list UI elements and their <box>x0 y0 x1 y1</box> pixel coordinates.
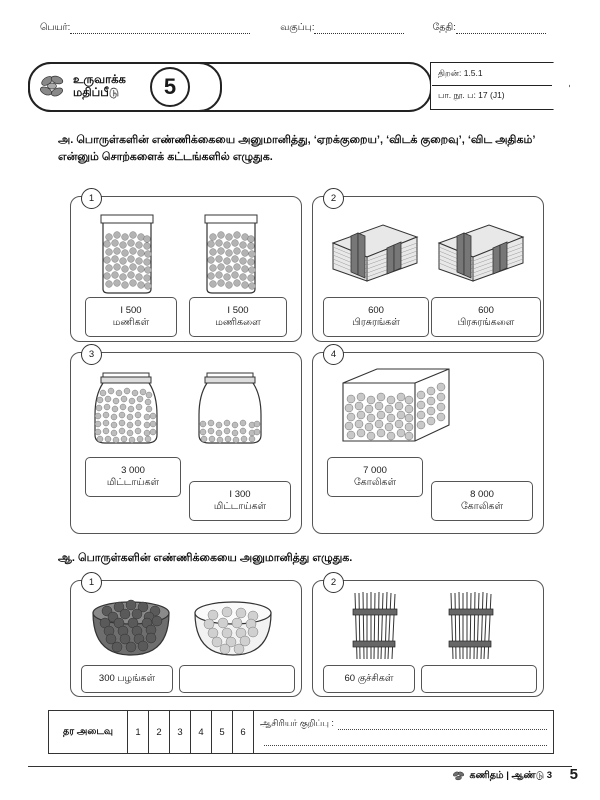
q4-l1-line1: 7 000 <box>363 465 387 477</box>
question-6-number: 2 <box>323 572 344 593</box>
question-2-label-1 <box>323 297 429 337</box>
pamphlet-bundle-2 <box>433 221 529 296</box>
skill-tag-divider <box>432 85 552 86</box>
class-field[interactable] <box>280 22 404 34</box>
q2-l2-line1: 600 <box>478 305 494 317</box>
question-5-number: 1 <box>81 572 102 593</box>
question-3-label-2 <box>189 481 291 521</box>
q2-l2-line2: பிரசுரங்களை <box>457 317 515 328</box>
q4-l2-line1: 8 000 <box>470 489 494 501</box>
name-field[interactable] <box>40 22 250 34</box>
q4-l1-line2: கோலிகள் <box>353 477 397 488</box>
teacher-note-line-2[interactable] <box>264 736 547 746</box>
footer-text-group <box>452 770 552 782</box>
grade-cell-4[interactable]: 4 <box>191 711 212 753</box>
question-4 <box>312 349 544 534</box>
date-input-line[interactable] <box>456 23 546 34</box>
jar-candy-half <box>191 369 277 454</box>
question-3-label-1 <box>85 457 181 497</box>
grade-cell-6[interactable]: 6 <box>233 711 254 753</box>
stick-bundle-2 <box>443 591 499 668</box>
q1-l2-line2: மணிகளை <box>215 317 261 328</box>
grade-cell-2[interactable]: 2 <box>149 711 170 753</box>
q5-l1-line1: 300 பழங்கள் <box>98 673 156 685</box>
question-1-label-1 <box>85 297 177 337</box>
q2-l1-line2: பிரசுரங்கள் <box>352 317 400 328</box>
question-3 <box>70 349 302 534</box>
footer-label: கணிதம் | ஆண்டு 3 <box>469 770 552 781</box>
name-input-line[interactable] <box>70 23 250 34</box>
question-4-number: 4 <box>323 344 344 365</box>
q3-l2-line1: I 300 <box>229 489 251 501</box>
q1-l1-line2: மணிகள் <box>112 317 150 328</box>
assessment-number: 5 <box>150 67 190 107</box>
question-2-number: 2 <box>323 188 344 209</box>
class-label: வகுப்பு: <box>280 22 315 33</box>
stick-bundle-1 <box>347 591 403 668</box>
question-2 <box>312 193 544 342</box>
grade-table <box>48 710 554 754</box>
q3-l1-line2: மிட்டாய்கள் <box>106 477 160 488</box>
date-label: தேதி: <box>432 22 456 33</box>
question-4-label-1 <box>327 457 423 497</box>
header-fields <box>40 22 570 34</box>
question-6-label-1 <box>323 665 415 693</box>
instruction-a: அ. பொருள்களின் எண்ணிக்கையை அனுமானித்து, ‘ஏறக்குறைய’, ‘விடக் குறைவு’, ‘விட அதிகம்’ என்னும் சொற்களைக் கட்டங்களில் எழுதுக. <box>58 134 536 164</box>
footer-divider <box>28 766 572 767</box>
banner-title-line1: உருவாக்க <box>73 73 126 86</box>
question-5-label-1 <box>81 665 173 693</box>
q1-l2-line1: I 500 <box>227 305 249 317</box>
teacher-note-label: ஆசிரியர் குறிப்பு : <box>260 718 334 728</box>
grade-table-label: தர அடைவு <box>49 711 128 753</box>
instruction-b: ஆ. பொருள்களின் எண்ணிக்கையை அனுமானித்து எழுதுக. <box>58 552 353 564</box>
textbook-ref: பா. நூ. ப: 17 (J1) <box>438 90 505 100</box>
jar-beads-full-2 <box>195 211 267 300</box>
banner-title <box>73 74 126 100</box>
name-label: பெயர்: <box>40 22 71 33</box>
q4-l2-line2: கோலிகள் <box>460 501 504 512</box>
pamphlet-bundle-1 <box>327 221 423 296</box>
class-input-line[interactable] <box>314 23 404 34</box>
question-1-number: 1 <box>81 188 102 209</box>
bowl-light-fruit <box>187 593 287 666</box>
question-3-number: 3 <box>81 344 102 365</box>
question-1 <box>70 193 302 342</box>
question-2-label-2 <box>431 297 541 337</box>
teacher-note-cell[interactable] <box>254 711 553 753</box>
date-field[interactable] <box>432 22 545 34</box>
question-5 <box>70 577 302 697</box>
grade-cell-3[interactable]: 3 <box>170 711 191 753</box>
q3-l1-line1: 3 000 <box>121 465 145 477</box>
box-marbles-1 <box>337 367 457 454</box>
question-4-label-2 <box>431 481 533 521</box>
question-5-answer-box[interactable] <box>179 665 295 693</box>
grade-cell-1[interactable]: 1 <box>128 711 149 753</box>
teacher-note-line-1[interactable] <box>338 720 547 730</box>
q3-l2-line2: மிட்டாய்கள் <box>213 501 267 512</box>
banner-title-line2: மதிப்பீடு <box>73 87 120 99</box>
bowl-dark-fruit <box>85 593 185 666</box>
banner-title-box <box>28 62 222 112</box>
q6-l1-line1: 60 குச்சிகள் <box>344 673 394 685</box>
skill-code: திறன்: 1.5.1 <box>438 68 483 78</box>
question-6 <box>312 577 544 697</box>
leaf-icon <box>38 72 68 102</box>
skill-tag <box>430 62 570 110</box>
leaf-icon-small <box>452 770 466 782</box>
jar-beads-full-1 <box>91 211 163 300</box>
q1-l1-line1: I 500 <box>120 305 142 317</box>
jar-candy-full <box>87 369 173 454</box>
page-number: 5 <box>569 766 578 783</box>
q2-l1-line1: 600 <box>368 305 384 317</box>
grade-cell-5[interactable]: 5 <box>212 711 233 753</box>
question-6-answer-box[interactable] <box>421 665 537 693</box>
question-1-label-2 <box>189 297 287 337</box>
